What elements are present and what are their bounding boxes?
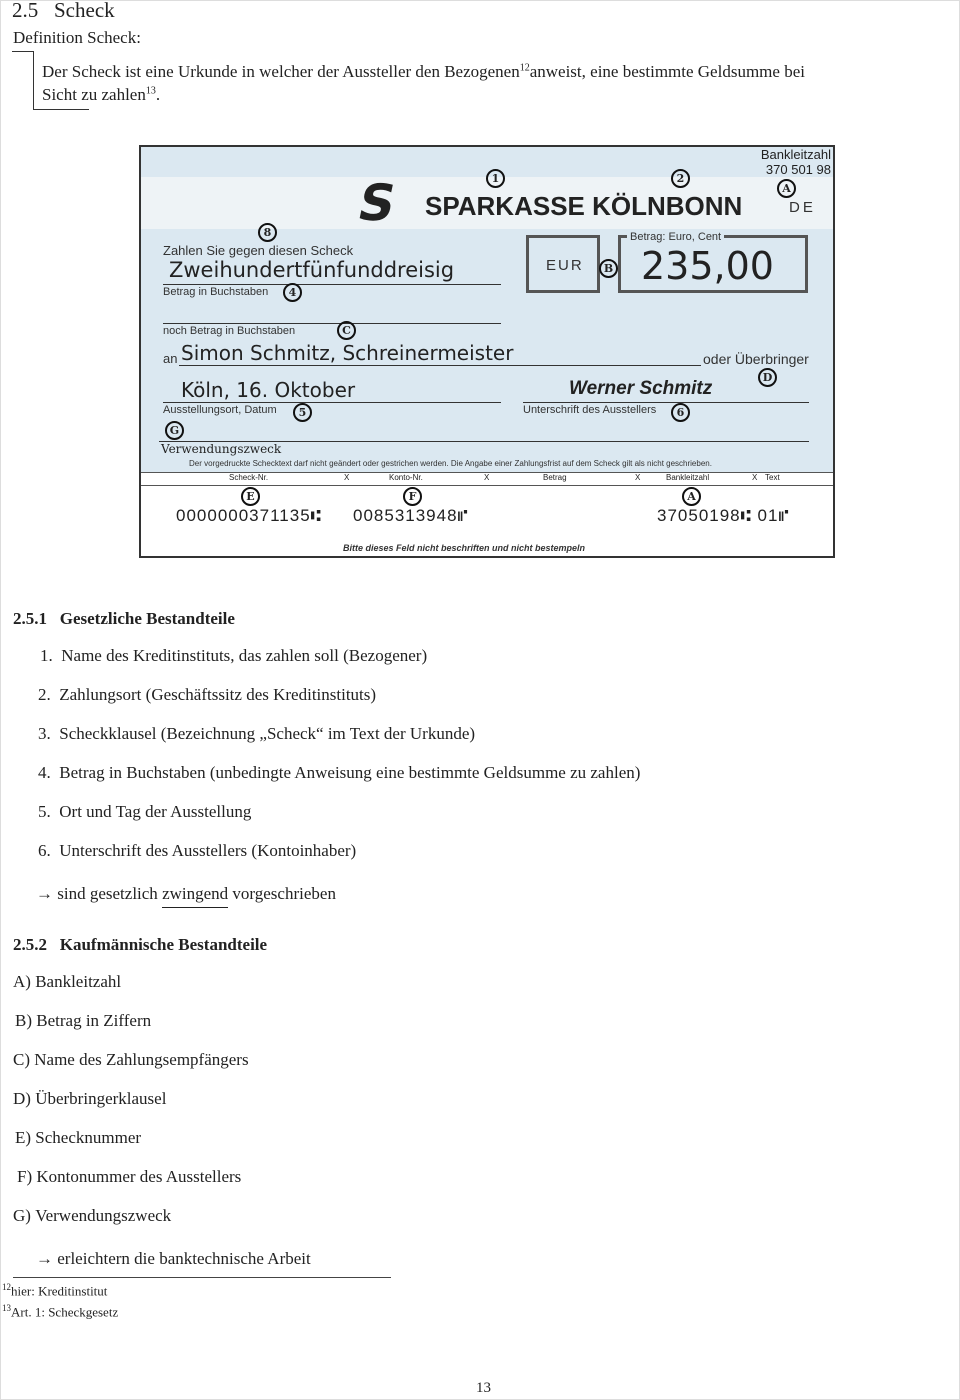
- legal-item: 4. Betrag in Buchstaben (unbedingte Anweisung eine bestimmte Geldsumme zu zahlen): [38, 763, 641, 782]
- marker-2: 2: [671, 169, 690, 188]
- amount-words-label: Betrag in Buchstaben: [163, 286, 269, 298]
- legal-heading: 2.5.1 Gesetzliche Bestandteile: [13, 609, 235, 628]
- definition-text-line2: Sicht zu zahlen$^{13}$.: [42, 85, 161, 104]
- commercial-heading: 2.5.2 Kaufmännische Bestandteile: [13, 935, 268, 954]
- marker-D: D: [758, 368, 777, 387]
- payee-name: Simon Schmitz, Schreinermeister: [181, 341, 514, 365]
- signature-label: Unterschrift des Ausstellers: [523, 404, 657, 416]
- definition-text-line1: Der Scheck ist eine Urkunde in welcher der Aussteller den Bezogenen$^{12}$anweist, eine bestimmte Geldsumme bei: [42, 62, 805, 81]
- marker-A: A: [777, 179, 796, 198]
- commercial-item: B) Betrag in Ziffern: [15, 1011, 152, 1030]
- legal-conclusion: → sind gesetzlich zwingend vorgeschrieben: [36, 884, 336, 904]
- section-number: 2.5: [12, 0, 39, 22]
- pay-label: Zahlen Sie gegen diesen Scheck: [163, 243, 354, 258]
- place-date: Köln, 16. Oktober: [181, 378, 356, 402]
- legal-item: 1. Name des Kreditinstituts, das zahlen soll (Bezogener): [40, 646, 428, 665]
- commercial-conclusion: → erleichtern die banktechnische Arbeit: [36, 1249, 311, 1268]
- bearer-clause: oder Überbringer: [703, 351, 809, 367]
- payee-prefix: an: [163, 351, 178, 366]
- page-number: 13: [476, 1380, 491, 1396]
- footnote-12: $^{12}$hier: Kreditinstitut: [2, 1282, 108, 1299]
- marker-G: G: [165, 421, 184, 440]
- micr-bank-code: 37050198⑆ 01⑈: [657, 506, 790, 525]
- marker-4: 4: [283, 283, 302, 302]
- legal-item: 3. Scheckklausel (Bezeichnung „Scheck“ im Text der Urkunde): [38, 724, 476, 743]
- section-heading: [12, 0, 115, 23]
- sparkasse-logo: S: [352, 174, 402, 232]
- marker-1: 1: [486, 169, 505, 188]
- amount-figures: 235,00: [641, 244, 774, 288]
- micr-cheque-number: 0000000371135⑆: [176, 506, 322, 525]
- more-words-label: noch Betrag in Buchstaben: [163, 325, 296, 337]
- amount-in-words: Zweihundertfünfunddreisig: [169, 258, 455, 282]
- commercial-item: D) Überbringerklausel: [13, 1089, 167, 1108]
- footnote-rule: [13, 1277, 391, 1278]
- signature: Werner Schmitz: [569, 378, 713, 399]
- section-title: Scheck: [54, 0, 115, 22]
- footnote-13: $^{13}$Art. 1: Scheckgesetz: [2, 1303, 119, 1320]
- cheque-footer: Bitte dieses Feld nicht beschriften und nicht bestempeln: [343, 543, 586, 553]
- bank-code: Bankleitzahl 370 501 98: [760, 147, 831, 177]
- bank-name: SPARKASSE KÖLNBONN: [425, 191, 743, 221]
- commercial-item: E) Schecknummer: [15, 1128, 142, 1147]
- commercial-item: G) Verwendungszweck: [13, 1206, 172, 1225]
- commercial-item: F) Kontonummer des Ausstellers: [17, 1167, 242, 1186]
- legal-item: 2. Zahlungsort (Geschäftssitz des Kreditinstituts): [38, 685, 377, 704]
- encoding-field-row: Scheck-Nr. X Konto-Nr. X Betrag X Bankleitzahl X Text: [141, 472, 833, 486]
- marker-E: E: [241, 487, 260, 506]
- marker-6: 6: [671, 403, 690, 422]
- marker-B: B: [599, 259, 618, 278]
- cheque-image: [139, 145, 835, 558]
- commercial-item: C) Name des Zahlungsempfängers: [13, 1050, 249, 1069]
- marker-5: 5: [293, 403, 312, 422]
- marker-C: C: [337, 321, 356, 340]
- legal-item: 5. Ort und Tag der Ausstellung: [38, 802, 252, 821]
- country-code: DE: [789, 199, 816, 216]
- amount-label: Betrag: Euro, Cent: [627, 231, 724, 243]
- cheque-notice: Der vorgedruckte Schecktext darf nicht geändert oder gestrichen werden. Die Angabe einer Zahlungsfrist auf dem Scheck gilt als nicht geschrieben.: [189, 459, 712, 468]
- micr-account-number: 0085313948⑈: [353, 506, 469, 525]
- commercial-item: A) Bankleitzahl: [13, 972, 122, 991]
- currency: EUR: [546, 257, 584, 274]
- place-date-label: Ausstellungsort, Datum: [163, 404, 277, 416]
- marker-8: 8: [258, 223, 277, 242]
- marker-F: F: [403, 487, 422, 506]
- marker-A-bottom: A: [682, 487, 701, 506]
- purpose-label: Verwendungszweck: [161, 442, 282, 456]
- definition-label: Definition Scheck:: [13, 28, 141, 47]
- legal-item: 6. Unterschrift des Ausstellers (Kontoinhaber): [38, 841, 357, 860]
